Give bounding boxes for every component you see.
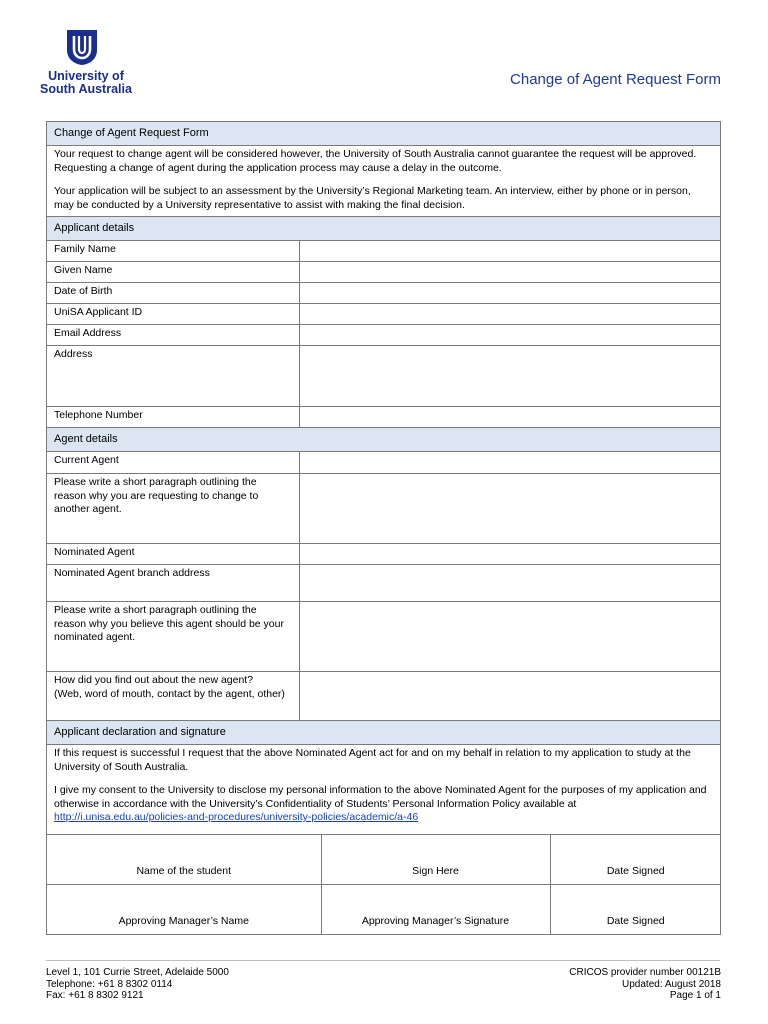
dob-label: Date of Birth xyxy=(47,283,300,304)
email-field[interactable] xyxy=(300,325,721,346)
footer-meta xyxy=(569,967,721,1002)
sign-here-cell[interactable]: Sign Here xyxy=(321,835,550,885)
found-out-label xyxy=(47,672,300,721)
footer-telephone: Telephone: +61 8 8302 0114 xyxy=(46,978,173,990)
family-name-field[interactable] xyxy=(300,241,721,262)
logo-text-line2: South Australia xyxy=(40,82,132,96)
found-out-field[interactable] xyxy=(300,672,721,721)
footer-contact xyxy=(46,967,229,1002)
declaration-heading: Applicant declaration and signature xyxy=(47,721,721,745)
request-form-table xyxy=(46,121,721,935)
found-out-line2: (Web, word of mouth, contact by the agent, other) xyxy=(54,687,285,700)
reason-agent-label xyxy=(47,602,300,672)
reason-change-label xyxy=(47,474,300,544)
given-name-field[interactable] xyxy=(300,262,721,283)
footer-divider xyxy=(46,960,720,961)
form-section-title: Change of Agent Request Form xyxy=(47,122,721,146)
nominated-agent-field[interactable] xyxy=(300,544,721,565)
agent-details-heading: Agent details xyxy=(47,428,721,452)
reason-agent-line1: Please write a short paragraph outlining the xyxy=(54,604,257,616)
declaration-paragraph-2 xyxy=(54,784,713,825)
telephone-label: Telephone Number xyxy=(47,407,300,428)
address-field[interactable] xyxy=(300,346,721,407)
reason-agent-line3: nominated agent. xyxy=(54,631,136,643)
student-name-cell[interactable]: Name of the student xyxy=(47,835,321,885)
intro-paragraph-2: Your application will be subject to an assessment by the University’s Regional Marketing team. An interview, either by phone or in person, may be conducted by a University representative to assist with making the final decision. xyxy=(54,185,691,211)
declaration-paragraph-1: If this request is successful I request that the above Nominated Agent act for and on my behalf in relation to my application to study at the University of South Australia. xyxy=(54,747,691,773)
university-logo xyxy=(36,28,132,98)
reason-change-field[interactable] xyxy=(300,474,721,544)
current-agent-label: Current Agent xyxy=(47,452,300,474)
branch-address-field[interactable] xyxy=(300,565,721,602)
declaration-paragraph-2-text: I give my consent to the University to disclose my personal information to the above Nominated Agent for the purposes of my application and otherwise in accordance with the University’s Confidentiality of Students’ Personal Information Policy available at xyxy=(54,784,707,810)
reason-agent-field[interactable] xyxy=(300,602,721,672)
reason-change-line1: Please write a short paragraph outlining the xyxy=(54,476,257,488)
intro-paragraph-1: Your request to change agent will be considered however, the University of South Australia cannot guarantee the request will be approved. Requesting a change of agent during the application process may cause a delay in the outcome. xyxy=(54,148,697,174)
reason-change-line2: reason why you are requesting to change to xyxy=(54,489,259,502)
intro-text xyxy=(47,146,721,217)
current-agent-field[interactable] xyxy=(300,452,721,474)
signature-block xyxy=(47,834,721,934)
given-name-label: Given Name xyxy=(47,262,300,283)
family-name-label: Family Name xyxy=(47,241,300,262)
unisa-shield-icon xyxy=(65,28,99,66)
applicant-details-heading: Applicant details xyxy=(47,217,721,241)
found-out-line1: How did you find out about the new agent? xyxy=(54,674,254,686)
applicant-id-field[interactable] xyxy=(300,304,721,325)
manager-name-cell[interactable]: Approving Manager’s Name xyxy=(47,884,321,934)
footer-updated: Updated: August 2018 xyxy=(622,978,721,990)
policy-link[interactable]: http://i.unisa.edu.au/policies-and-procedures/university-policies/academic/a-46 xyxy=(54,811,419,823)
document-title: Change of Agent Request Form xyxy=(510,71,721,88)
dob-field[interactable] xyxy=(300,283,721,304)
applicant-id-label: UniSA Applicant ID xyxy=(47,304,300,325)
nominated-agent-label: Nominated Agent xyxy=(47,544,300,565)
telephone-field[interactable] xyxy=(300,407,721,428)
declaration-text xyxy=(47,745,721,835)
footer-cricos: CRICOS provider number 00121B xyxy=(569,967,721,978)
branch-address-label: Nominated Agent branch address xyxy=(47,565,300,602)
address-label: Address xyxy=(47,346,300,407)
date-signed-cell-2[interactable]: Date Signed xyxy=(606,915,665,927)
page-header xyxy=(0,0,768,110)
manager-signature-cell[interactable]: Approving Manager’s Signature xyxy=(321,884,550,934)
email-label: Email Address xyxy=(47,325,300,346)
footer-fax: Fax: +61 8 8302 9121 xyxy=(46,990,144,1001)
footer-page-number: Page 1 of 1 xyxy=(669,990,721,1001)
footer-address: Level 1, 101 Currie Street, Adelaide 5000 xyxy=(46,967,229,978)
reason-change-line3: another agent. xyxy=(54,503,122,515)
logo-text-line1: University of xyxy=(48,69,124,83)
date-signed-cell-1[interactable]: Date Signed xyxy=(550,835,721,885)
reason-agent-line2: reason why you believe this agent should be your xyxy=(54,617,284,630)
signature-table xyxy=(47,835,721,934)
